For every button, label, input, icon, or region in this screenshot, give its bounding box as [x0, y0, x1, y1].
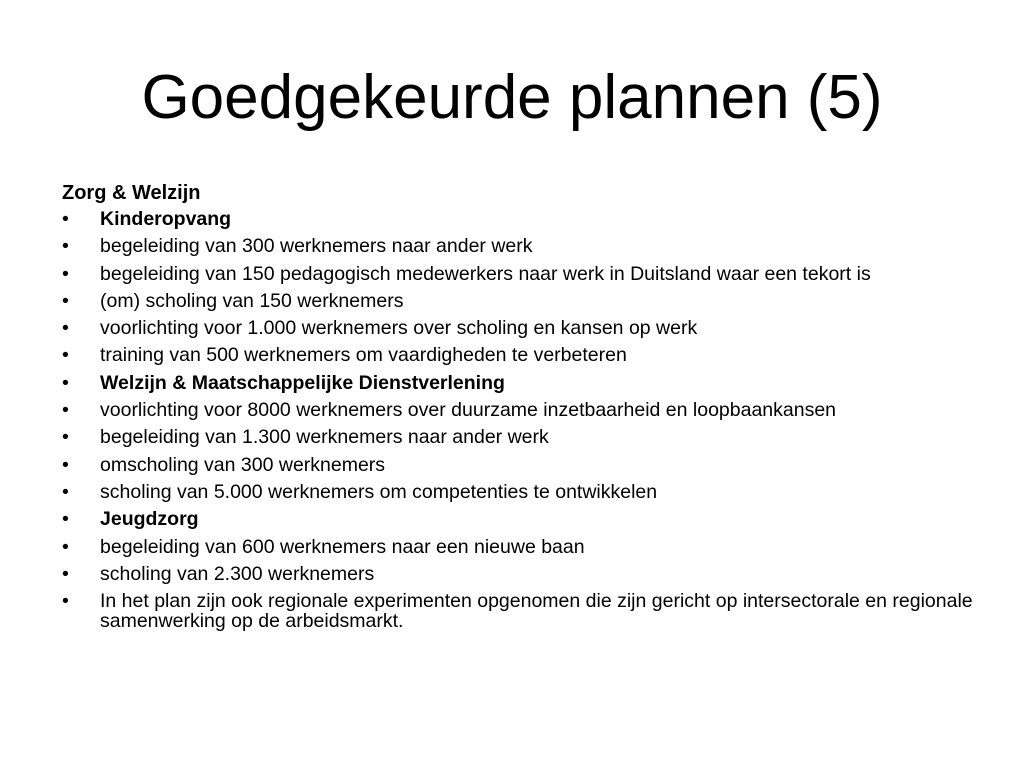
- bullet-item: [62, 455, 982, 475]
- bullet-text: voorlichting voor 8000 werknemers over duurzame inzetbaarheid en loopbaankansen: [100, 399, 837, 422]
- section-heading: Zorg & Welzijn: [62, 182, 201, 204]
- bullet-item: [62, 236, 982, 256]
- bullet-text: omscholing van 300 werknemers: [100, 453, 386, 476]
- slide-title: Goedgekeurde plannen (5): [141, 63, 883, 132]
- bullet-item: [62, 345, 982, 365]
- bullet-text: begeleiding van 150 pedagogisch medewerkers naar werk in Duitsland waar een tekort is: [100, 262, 871, 285]
- bullet-item: [62, 427, 982, 447]
- bullet-text: begeleiding van 600 werknemers naar een nieuwe baan: [100, 535, 585, 558]
- bullet-dot: •: [62, 371, 69, 394]
- bullet-item: [62, 209, 982, 229]
- slide-content: [62, 181, 982, 638]
- bullet-item: [62, 373, 982, 393]
- bullet-dot: •: [62, 535, 69, 558]
- bullet-dot: •: [62, 480, 69, 503]
- bullet-item: [62, 564, 982, 584]
- bullet-dot: •: [62, 508, 69, 531]
- bullet-dot: •: [62, 208, 69, 230]
- bullet-text: scholing van 5.000 werknemers om competenties te ontwikkelen: [100, 480, 658, 503]
- bullet-text: voorlichting voor 1.000 werknemers over scholing en kansen op werk: [100, 317, 698, 340]
- bullet-dot: •: [62, 399, 69, 422]
- bullet-dot: •: [62, 262, 69, 285]
- bullet-text: scholing van 2.300 werknemers: [100, 562, 375, 585]
- bullet-text: begeleiding van 1.300 werknemers naar ander werk: [100, 426, 549, 449]
- bullet-dot: •: [62, 344, 69, 367]
- bullet-item: [62, 264, 982, 284]
- bullet-dot: •: [62, 317, 69, 340]
- bullet-text: training van 500 werknemers om vaardigheden te verbeteren: [100, 344, 627, 367]
- bullet-dot: •: [62, 235, 69, 258]
- bullet-dot: •: [62, 562, 69, 585]
- bullet-text: In het plan zijn ook regionale experimenten opgenomen die zijn gericht op intersectorale en regionale samenwerking op de arbeidsmarkt.: [100, 590, 973, 633]
- bullet-text: (om) scholing van 150 werknemers: [100, 289, 404, 312]
- bullet-item: [62, 482, 982, 502]
- bullet-text: Jeugdzorg: [100, 508, 199, 531]
- bullet-item: [62, 591, 982, 631]
- bullet-dot: •: [62, 426, 69, 449]
- bullet-item: [62, 318, 982, 338]
- bullet-text: begeleiding van 300 werknemers naar ander werk: [100, 235, 533, 258]
- bullet-dot: •: [62, 289, 69, 312]
- bullet-dot: •: [62, 453, 69, 476]
- bullet-item: [62, 400, 982, 420]
- bullet-item: [62, 509, 982, 529]
- bullet-text: Kinderopvang: [100, 208, 232, 230]
- bullet-list: [62, 209, 982, 631]
- bullet-dot: •: [62, 590, 69, 613]
- bullet-item: [62, 291, 982, 311]
- bullet-item: [62, 537, 982, 557]
- bullet-text: Welzijn & Maatschappelijke Dienstverlening: [100, 371, 505, 394]
